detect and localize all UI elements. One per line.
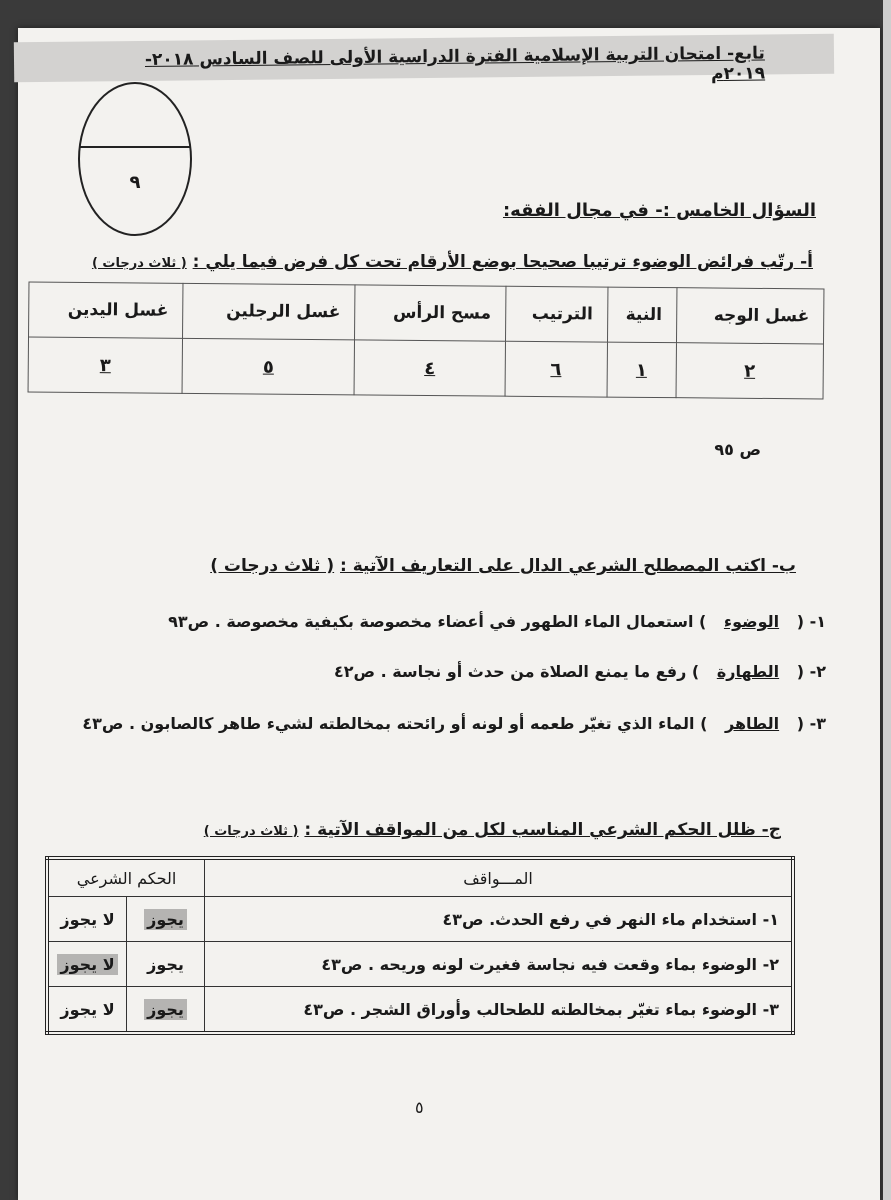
wudu-order-table (28, 282, 825, 400)
wudu-number: ٤ (424, 357, 436, 379)
allowed-option[interactable] (127, 942, 205, 987)
allowed-label: يجوز (147, 954, 184, 974)
wudu-label: غسل اليدين (29, 282, 184, 338)
situation-text: ١- استخدام ماء النهر في رفع الحدث. ص٤٣ (205, 897, 794, 942)
not-allowed-option[interactable] (47, 897, 127, 942)
wudu-number-cell (28, 337, 183, 393)
wudu-number: ٢ (744, 360, 756, 382)
wudu-label: الترتيب (505, 286, 607, 342)
def-text: ) استعمال الماء الطهور في أعضاء مخصوصة بكيفية مخصوصة . ص٩٣ (168, 612, 707, 631)
def-term: الوضوء (723, 612, 780, 631)
definition-row (168, 612, 826, 631)
table-row (47, 942, 793, 987)
part-b-instruction-text: ب- اكتب المصطلح الشرعي الدال على التعاريف الآتية : (340, 556, 796, 576)
def-num: ٣- ( (796, 714, 826, 733)
definition-row (334, 662, 826, 681)
def-num: ١- ( (796, 612, 826, 631)
def-term: الطاهر (724, 714, 780, 733)
not-allowed-label: لا يجوز (60, 999, 115, 1019)
score-circle (78, 82, 192, 236)
situation-text: ٣- الوضوء بماء تغيّر بمخالطته للطحالب وأوراق الشجر . ص٤٣ (205, 987, 794, 1034)
def-num: ٢- ( (796, 662, 826, 681)
part-a-instruction-text: أ- رتّب فرائض الوضوء ترتيبا صحيحا بوضع الأرقام تحت كل فرض فيما يلي : (192, 252, 813, 272)
part-c-instruction-text: ج- ظلل الحكم الشرعي المناسب لكل من المواقف الآتية : (304, 820, 781, 840)
wudu-number: ١ (635, 359, 648, 381)
part-a-instruction (33, 252, 813, 272)
page-reference: ص ٩٥ (714, 440, 761, 459)
part-b-marks: ( ثلاث درجات ) (210, 556, 335, 576)
wudu-number: ٦ (550, 358, 562, 380)
allowed-option[interactable] (127, 897, 205, 942)
not-allowed-option[interactable] (47, 942, 127, 987)
page-edge (883, 0, 891, 1200)
wudu-number-cell (354, 340, 505, 396)
wudu-label: النية (607, 287, 677, 343)
part-c-marks: ( ثلاث درجات ) (203, 824, 299, 839)
allowed-label: يجوز (144, 999, 187, 1020)
allowed-label: يجوز (144, 909, 187, 930)
situation-header: المـــواقف (205, 858, 794, 897)
ruling-table (45, 856, 795, 1035)
exam-header: تابع- امتحان التربية الإسلامية الفترة الدراسية الأولى للصف السادس ٢٠١٨- ٢٠١٩م (144, 43, 766, 85)
wudu-number-cell (607, 342, 677, 398)
wudu-number: ٣ (99, 354, 111, 376)
wudu-number-cell (182, 338, 354, 394)
not-allowed-option[interactable] (47, 987, 127, 1034)
wudu-label: غسل الرجلين (183, 283, 355, 339)
wudu-label: مسح الرأس (355, 285, 506, 341)
allowed-option[interactable] (127, 987, 205, 1034)
score-divider (80, 146, 190, 148)
wudu-number-cell (505, 341, 607, 397)
part-b-instruction (210, 556, 796, 576)
definition-row (82, 714, 826, 733)
def-text: ) رفع ما يمنع الصلاة من حدث أو نجاسة . ص٤٢ (333, 662, 700, 681)
def-text: ) الماء الذي تغيّر طعمه أو لونه أو رائحته بمخالطته لشيء طاهر كالصابون . ص٤٣ (82, 714, 708, 733)
def-term: الطهارة (716, 662, 780, 681)
table-row (47, 897, 793, 942)
situation-text: ٢- الوضوء بماء وقعت فيه نجاسة فغيرت لونه وريحه . ص٤٣ (205, 942, 794, 987)
not-allowed-label: لا يجوز (60, 909, 115, 929)
wudu-label: غسل الوجه (676, 288, 824, 344)
page-number: ٥ (415, 1098, 424, 1117)
wudu-number-cell (676, 343, 824, 399)
score-value: ٩ (129, 172, 141, 193)
part-c-instruction (204, 820, 781, 840)
part-a-marks: ( ثلاث درجات ) (91, 256, 187, 271)
table-row (47, 987, 793, 1034)
ruling-header: الحكم الشرعي (47, 858, 205, 897)
question-title: السؤال الخامس :- في مجال الفقه: (502, 200, 816, 221)
not-allowed-label: لا يجوز (57, 954, 117, 975)
wudu-number: ٥ (262, 356, 274, 378)
